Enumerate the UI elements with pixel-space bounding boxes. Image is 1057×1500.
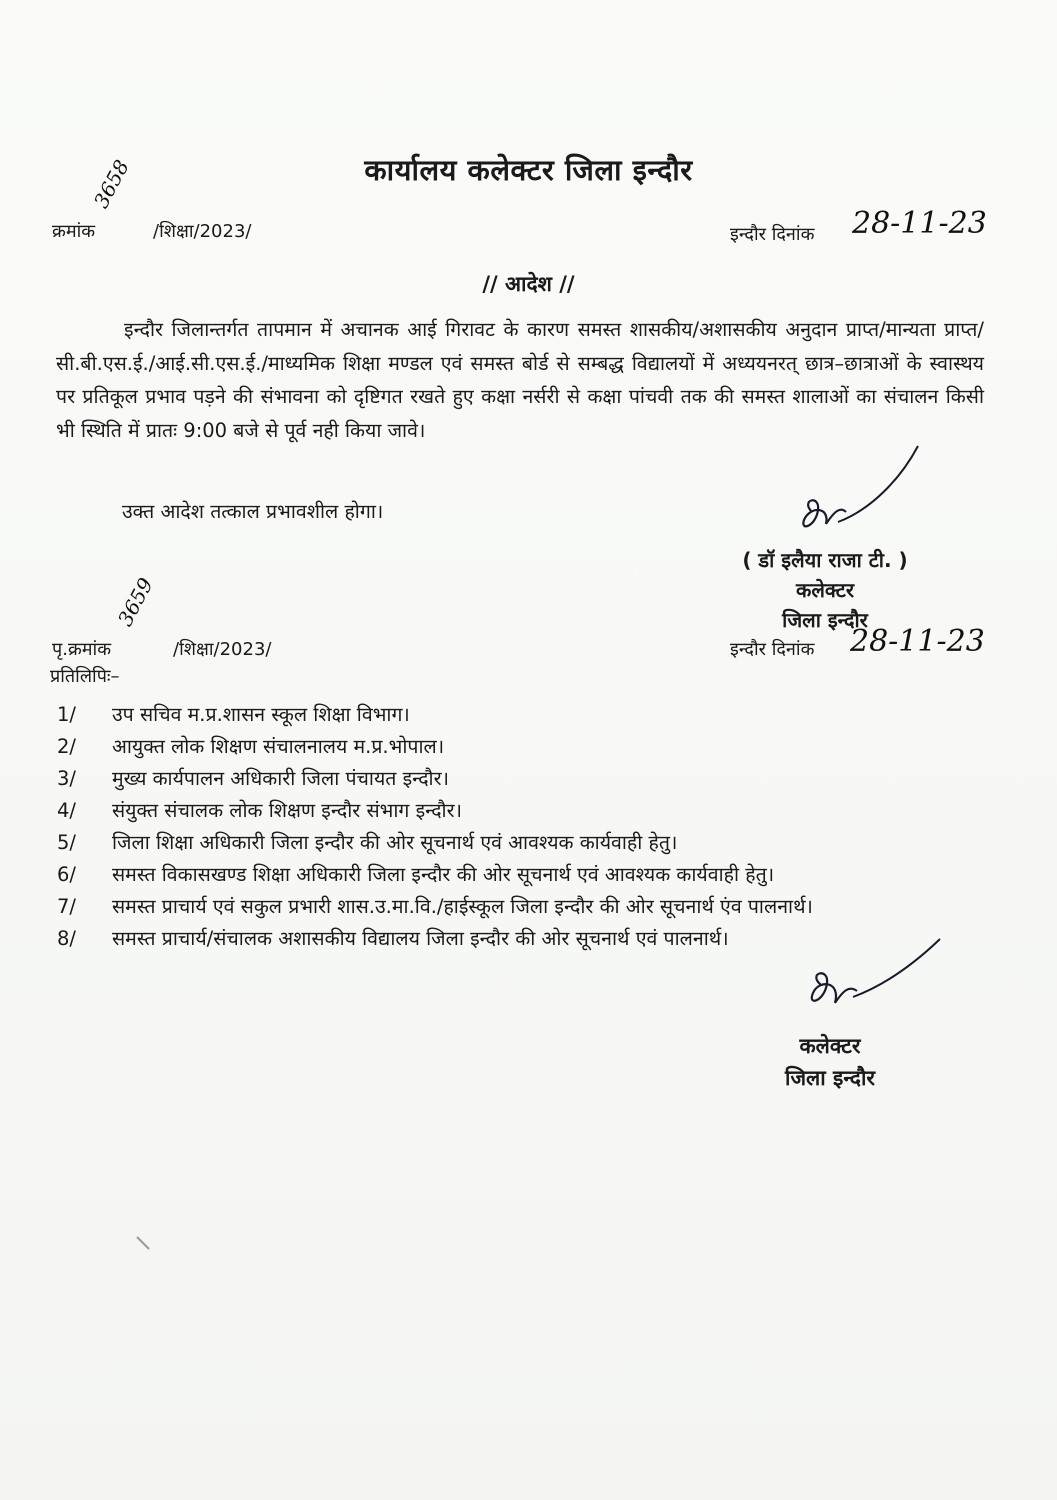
list-item-text: समस्त प्राचार्य/संचालक अशासकीय विद्यालय जिला इन्दौर की ओर सूचनार्थ एवं पालनार्थ। [112, 927, 729, 950]
list-item [40, 732, 444, 759]
list-item-number: 8/ [57, 927, 76, 950]
collector-signature-2 [795, 935, 945, 1030]
order-date-label: इन्दौर दिनांक [730, 224, 815, 245]
final-signatory-district: जिला इन्दौर [785, 1066, 875, 1090]
list-item [40, 796, 462, 823]
office-title: कार्यालय कलेक्टर जिला इन्दौर [364, 153, 693, 187]
order-date: 28-11-23 [852, 206, 987, 241]
order-heading: // आदेश // [482, 272, 575, 296]
list-item-number: 1/ [57, 703, 76, 726]
list-item [40, 860, 774, 887]
endorsement-ref-number: 3659 [112, 573, 158, 630]
effective-line: उक्त आदेश तत्काल प्रभावशील होगा। [122, 500, 384, 523]
endorsement-date: 28-11-23 [850, 624, 985, 659]
list-item-number: 5/ [57, 831, 76, 854]
list-item-text: उप सचिव म.प्र.शासन स्कूल शिक्षा विभाग। [112, 703, 410, 726]
list-item-text: आयुक्त लोक शिक्षण संचालनालय म.प्र.भोपाल। [112, 735, 445, 758]
list-item [40, 924, 729, 951]
order-ref-suffix: /शिक्षा/2023/ [153, 221, 252, 242]
endorsement-ref-label: पृ.क्रमांक [52, 639, 112, 660]
signatory-designation: कलेक्टर [795, 578, 855, 602]
final-signatory-designation: कलेक्टर [799, 1034, 861, 1058]
list-item-text: मुख्य कार्यपालन अधिकारी जिला पंचायत इन्दौर। [112, 767, 449, 790]
list-item-text: जिला शिक्षा अधिकारी जिला इन्दौर की ओर सूचनार्थ एवं आवश्यक कार्यवाही हेतु। [112, 831, 678, 854]
collector-signature-1 [790, 440, 930, 540]
list-item-number: 2/ [57, 735, 76, 758]
endorsement-date-label: इन्दौर दिनांक [730, 639, 815, 660]
scan-artifact-icon [135, 1235, 153, 1253]
list-item-number: 3/ [57, 767, 76, 790]
copy-to-label: प्रतिलिपिः– [50, 666, 120, 687]
list-item-text: समस्त प्राचार्य एवं सकुल प्रभारी शास.उ.मा.वि./हाईस्कूल जिला इन्दौर की ओर सूचनार्थ एंव पालनार्थ। [112, 895, 813, 918]
final-signatory-block [720, 1030, 940, 1094]
order-ref-label: क्रमांक [52, 221, 96, 242]
list-item-number: 6/ [57, 863, 76, 886]
list-item [40, 764, 449, 791]
endorsement-ref-suffix: /शिक्षा/2023/ [173, 639, 272, 660]
signatory-block [690, 545, 960, 635]
list-item-number: 4/ [57, 799, 76, 822]
list-item [40, 828, 677, 855]
signatory-name: ( डॉ इलैया राजा टी. ) [742, 548, 908, 572]
list-item-number: 7/ [57, 895, 76, 918]
list-item [40, 892, 813, 919]
list-item [40, 700, 410, 727]
list-item-text: समस्त विकासखण्ड शिक्षा अधिकारी जिला इन्दौर की ओर सूचनार्थ एवं आवश्यक कार्यवाही हेतु। [112, 863, 775, 886]
order-body-paragraph: इन्दौर जिलान्तर्गत तापमान में अचानक आई गिरावट के कारण समस्त शासकीय/अशासकीय अनुदान प्राप्त/मान्यता प्राप्त/सी.बी.एस.ई./आई.सी.एस.ई./माध्यमिक शिक्षा मण्डल एवं समस्त बोर्ड से सम्बद्ध विद्यालयों में अध्ययनरत् छात्र–छात्राओं के स्वास्थय पर प्रतिकूल प्रभाव पड़ने की संभावना को दृष्टिगत रखते हुए कक्षा नर्सरी से कक्षा पांचवी तक की समस्त शालाओं का संचालन किसी भी स्थिति में प्रातः 9:00 बजे से पूर्व नही किया जावे। [56, 318, 984, 442]
list-item-text: संयुक्त संचालक लोक शिक्षण इन्दौर संभाग इन्दौर। [112, 799, 462, 822]
signatory-district: जिला इन्दौर [782, 608, 868, 632]
order-ref-number: 3658 [88, 155, 134, 212]
